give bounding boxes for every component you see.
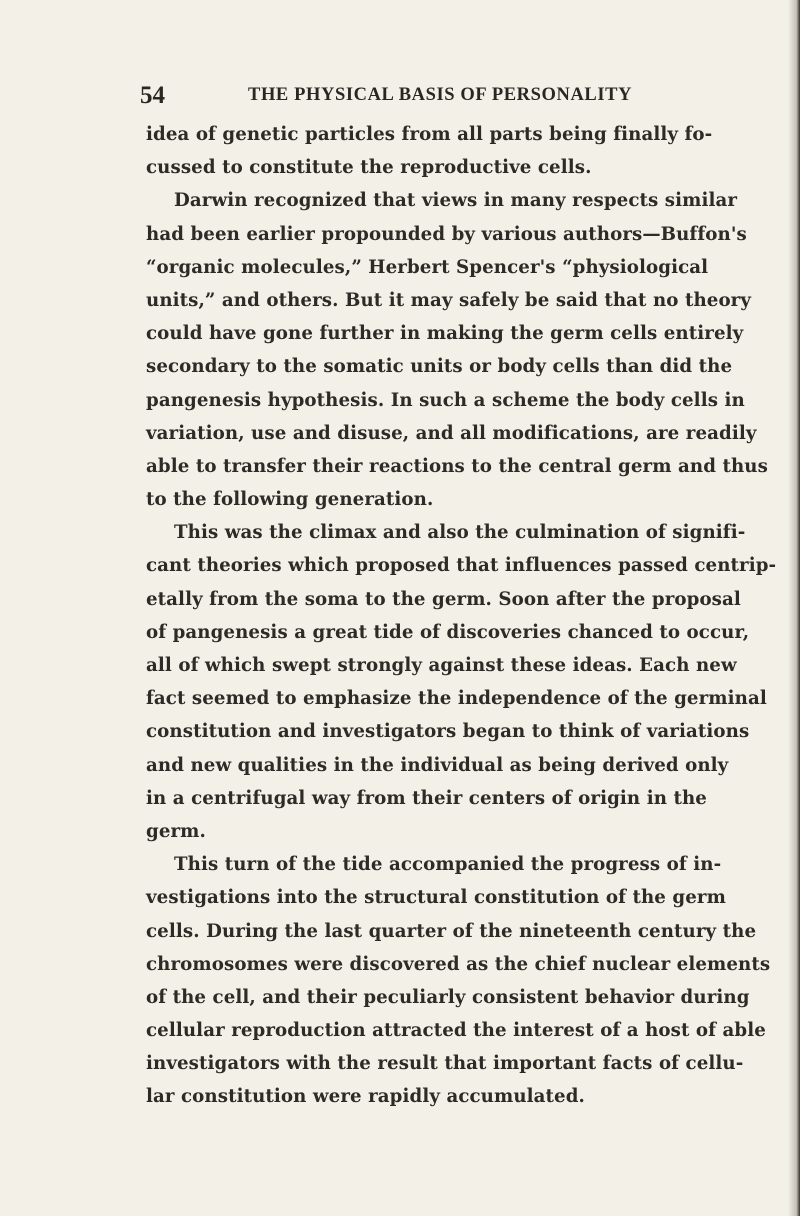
page-number: 54 <box>140 82 165 109</box>
text-line: pangenesis hypothesis. In such a scheme the body cells in <box>146 389 745 411</box>
running-title: THE PHYSICAL BASIS OF PERSONALITY <box>248 85 633 105</box>
text-line: all of which swept strongly against these ideas. Each new <box>146 655 737 676</box>
text-line: This turn of the tide accompanied the progress of in- <box>174 854 722 876</box>
text-line: This was the climax and also the culmination of signifi- <box>174 522 746 544</box>
text-line: units,” and others. But it may safely be said that no theory <box>146 289 752 311</box>
text-line: and new qualities in the individual as being derived only <box>146 754 729 776</box>
text-line: cussed to constitute the reproductive cells. <box>146 157 592 179</box>
text-line: etally from the soma to the germ. Soon after the proposal <box>146 588 741 610</box>
text-line: secondary to the somatic units or body cells than did the <box>146 356 733 378</box>
running-head <box>140 82 660 112</box>
text-line: “organic molecules,” Herbert Spencer's “physiological <box>146 256 709 278</box>
text-line: had been earlier propounded by various authors—Buffon's <box>146 223 747 245</box>
text-line: in a centrifugal way from their centers of origin in the <box>146 787 707 809</box>
text-line: constitution and investigators began to think of variations <box>146 721 750 743</box>
body-text <box>146 118 777 1114</box>
text-line: of the cell, and their peculiarly consistent behavior during <box>146 986 750 1008</box>
text-line: to the following generation. <box>146 489 434 511</box>
text-line: germ. <box>146 820 206 842</box>
text-line: investigators with the result that important facts of cellu- <box>146 1053 744 1075</box>
text-line: of pangenesis a great tide of discoveries chanced to occur, <box>146 621 750 643</box>
text-line: cellular reproduction attracted the interest of a host of able <box>146 1020 766 1042</box>
text-line: Darwin recognized that views in many respects similar <box>174 190 738 212</box>
text-line: idea of genetic particles from all parts being finally fo- <box>146 124 713 145</box>
text-line: chromosomes were discovered as the chief nuclear elements <box>146 953 771 975</box>
page-edge-shadow <box>788 0 800 1216</box>
text-line: lar constitution were rapidly accumulated. <box>146 1086 585 1108</box>
text-line: cells. During the last quarter of the nineteenth century the <box>146 920 757 942</box>
text-line: could have gone further in making the germ cells entirely <box>146 323 744 345</box>
text-line: vestigations into the structural constitution of the germ <box>146 887 726 909</box>
text-line: able to transfer their reactions to the central germ and thus <box>146 455 768 477</box>
text-line: cant theories which proposed that influences passed centrip- <box>146 555 777 577</box>
text-line: fact seemed to emphasize the independence of the germinal <box>146 688 767 710</box>
text-line: variation, use and disuse, and all modifications, are readily <box>146 422 757 444</box>
